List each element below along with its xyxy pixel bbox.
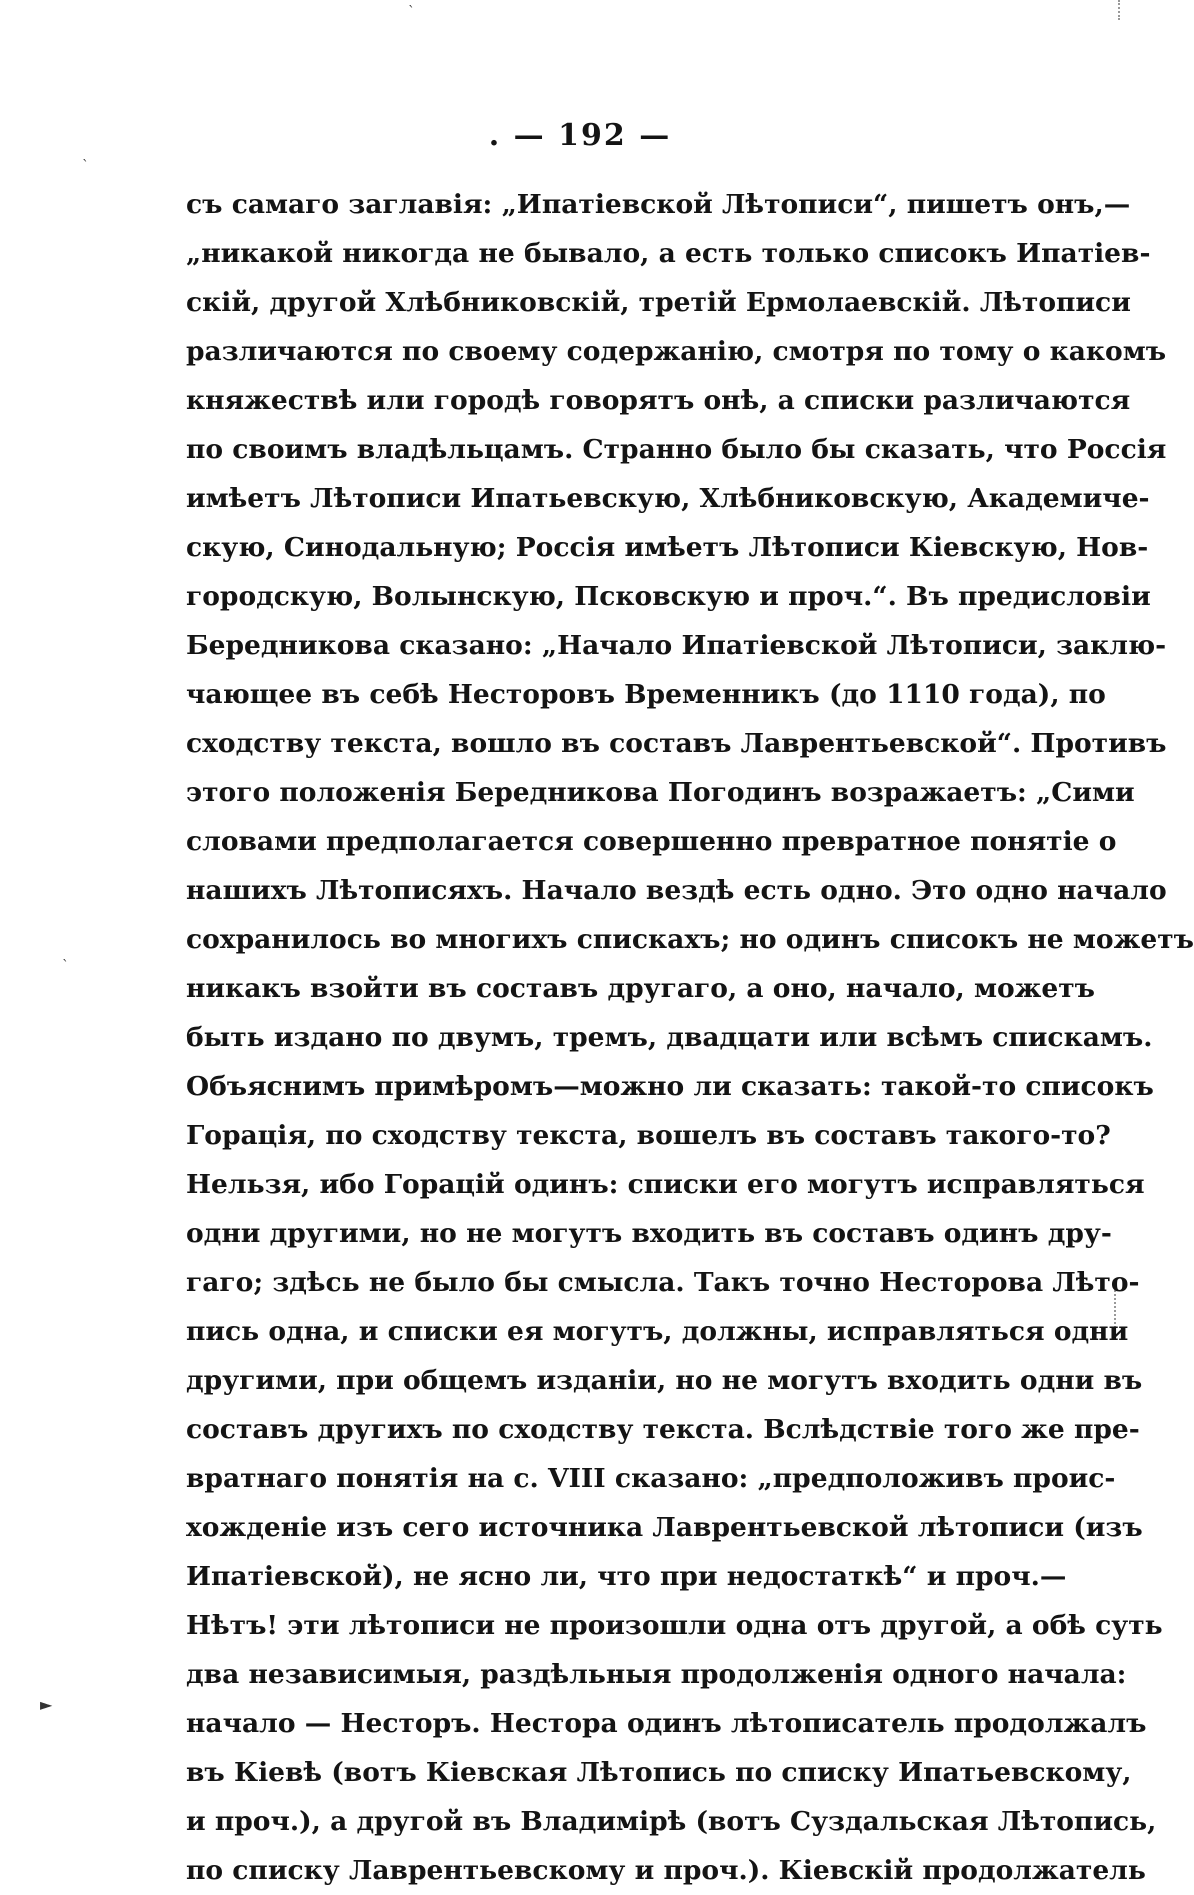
scan-speck: ˋ — [62, 958, 69, 974]
text-line: Нѣтъ! эти лѣтописи не произошли одна отъ другой, а обѣ суть — [186, 1610, 1163, 1641]
scan-speck: ˋ — [82, 158, 89, 174]
text-line: и проч.), а другой въ Владимірѣ (вотъ Суздальская Лѣтопись, — [186, 1806, 1157, 1837]
page-number: . — 192 — — [488, 118, 672, 153]
text-line: словами предполагается совершенно превратное понятіе о — [186, 826, 1117, 857]
text-line: чающее въ себѣ Несторовъ Временникъ (до 1110 года), по — [186, 679, 1106, 710]
text-line: быть издано по двумъ, тремъ, двадцати или всѣмъ спискамъ. — [186, 1022, 1153, 1053]
text-line: начало — Несторъ. Нестора одинъ лѣтописатель продолжалъ — [186, 1708, 1147, 1739]
scan-speck: ˋ — [408, 4, 415, 20]
text-line: по списку Лаврентьевскому и проч.). Кіевскій продолжатель — [186, 1855, 1146, 1886]
text-line: два независимыя, раздѣльныя продолженія одного начала: — [186, 1659, 1127, 1690]
text-line: другими, при общемъ изданіи, но не могутъ входить одни въ — [186, 1365, 1143, 1396]
text-line: этого положенія Бередникова Погодинъ возражаетъ: „Сими — [186, 777, 1135, 808]
text-line: нашихъ Лѣтописяхъ. Начало вездѣ есть одно. Это одно начало — [186, 875, 1167, 906]
text-line: сохранилось во многихъ спискахъ; но одинъ списокъ не можетъ — [186, 924, 1194, 955]
text-line: сходству текста, вошло въ составъ Лаврентьевской“. Противъ — [186, 728, 1167, 759]
page-body — [186, 180, 1194, 1895]
text-line: имѣетъ Лѣтописи Ипатьевскую, Хлѣбниковскую, Академиче- — [186, 483, 1150, 514]
text-line: съ самаго заглавія: „Ипатіевской Лѣтописи“, пишетъ онъ,— — [186, 189, 1131, 220]
scan-mark-top-right — [1118, 0, 1122, 20]
text-line: скій, другой Хлѣбниковскій, третій Ермолаевскій. Лѣтописи — [186, 287, 1131, 318]
text-line: составъ другихъ по сходству текста. Вслѣдствіе того же пре- — [186, 1414, 1140, 1445]
text-line: пись одна, и списки ея могутъ, должны, исправляться одни — [186, 1316, 1129, 1347]
text-line: княжествѣ или городѣ говорятъ онѣ, а списки различаются — [186, 385, 1131, 416]
text-line: Ипатіевской), не ясно ли, что при недостаткѣ“ и проч.— — [186, 1561, 1067, 1592]
text-line: въ Кіевѣ (вотъ Кіевская Лѣтопись по списку Ипатьевскому, — [186, 1757, 1132, 1788]
text-line: никакъ взойти въ составъ другаго, а оно, начало, можетъ — [186, 973, 1096, 1004]
text-line: Бередникова сказано: „Начало Ипатіевской Лѣтописи, заклю- — [186, 630, 1167, 661]
text-line: Горація, по сходству текста, вошелъ въ составъ такого-то? — [186, 1120, 1111, 1151]
text-line: Нельзя, ибо Горацій одинъ: списки его могутъ исправляться — [186, 1169, 1145, 1200]
text-line: скую, Синодальную; Россія имѣетъ Лѣтописи Кіевскую, Нов- — [186, 532, 1149, 563]
text-line: вратнаго понятія на с. VIII сказано: „предположивъ проис- — [186, 1463, 1116, 1494]
text-line: Объяснимъ примѣромъ—можно ли сказать: такой-то списокъ — [186, 1071, 1154, 1102]
text-line: по своимъ владѣльцамъ. Странно было бы сказать, что Россія — [186, 434, 1167, 465]
text-line: гаго; здѣсь не было бы смысла. Такъ точно Несторова Лѣто- — [186, 1267, 1140, 1298]
text-line: одни другими, но не могутъ входить въ составъ одинъ дру- — [186, 1218, 1112, 1249]
text-line: различаются по своему содержанію, смотря по тому о какомъ — [186, 336, 1167, 367]
scan-speck: ► — [40, 1695, 53, 1714]
text-line: „никакой никогда не бывало, а есть только списокъ Ипатіев- — [186, 238, 1151, 269]
text-line: городскую, Волынскую, Псковскую и проч.“. Въ предисловіи — [186, 581, 1151, 612]
text-line: хожденіе изъ сего источника Лаврентьевской лѣтописи (изъ — [186, 1512, 1143, 1543]
